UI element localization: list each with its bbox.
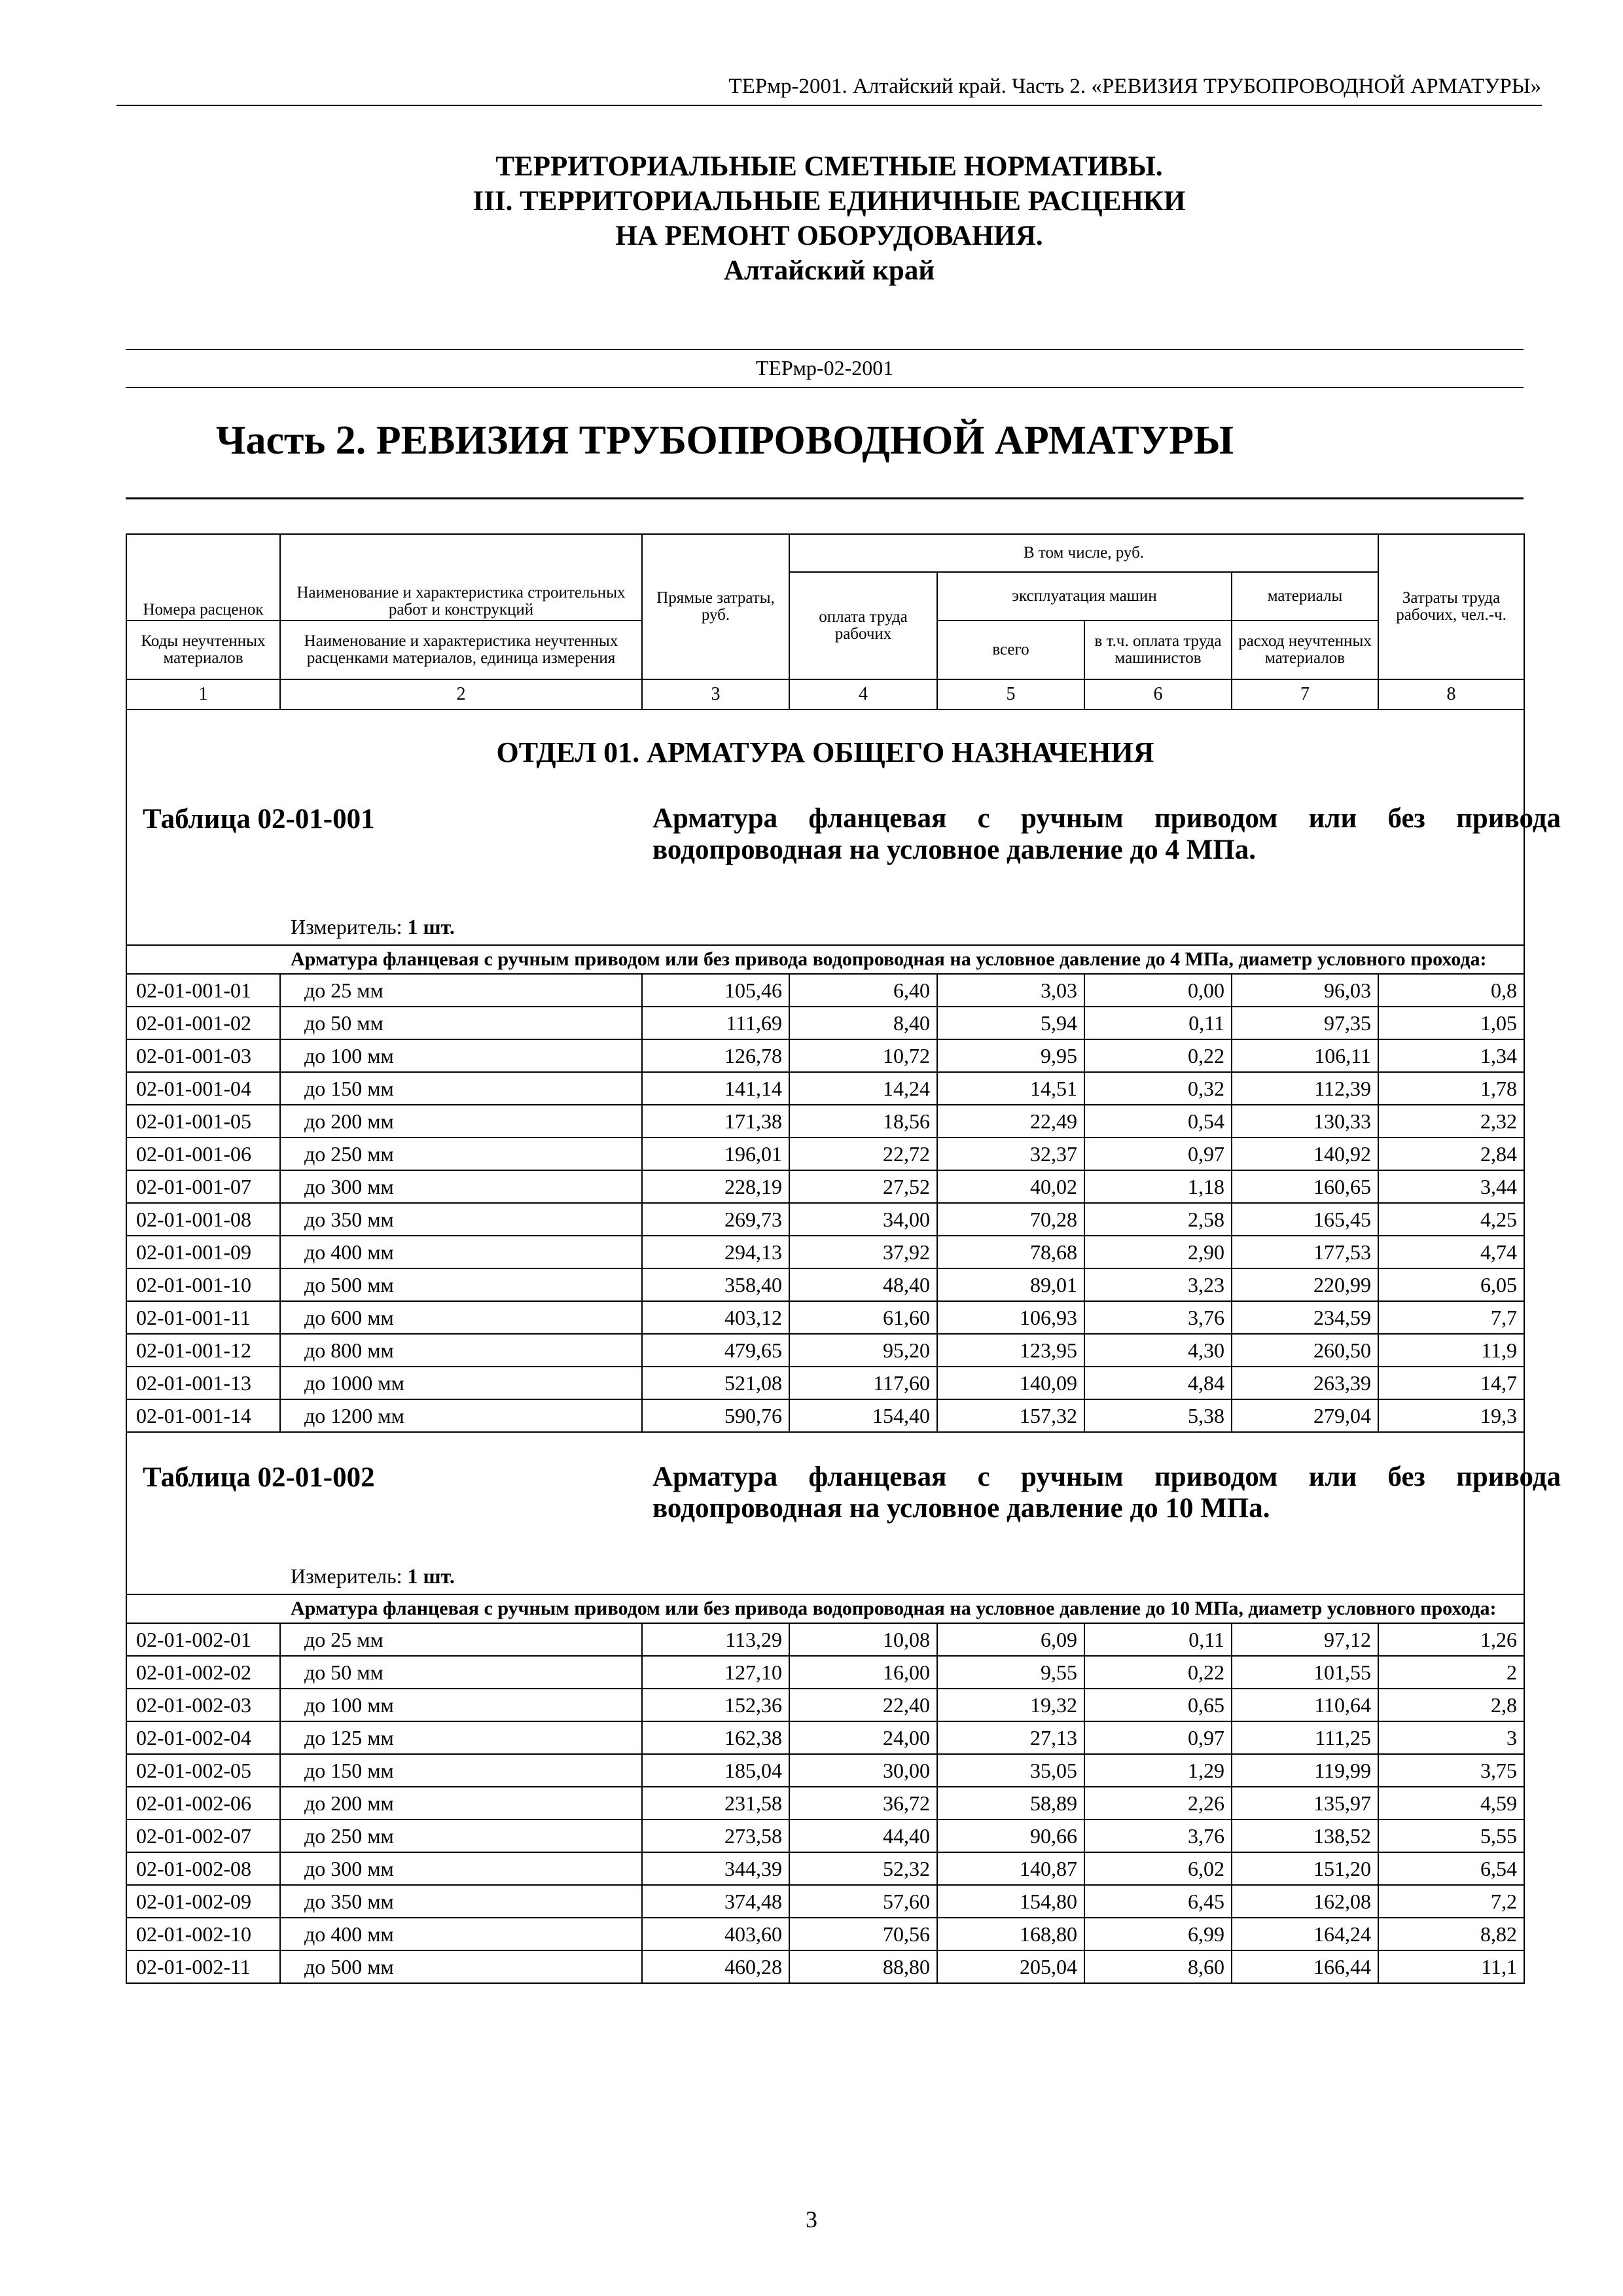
materials-cost: 135,97: [1232, 1787, 1378, 1820]
labor-costs: 11,9: [1378, 1334, 1524, 1367]
worker-pay: 30,00: [789, 1754, 937, 1787]
page-number: 3: [806, 2206, 817, 2233]
machinist-pay: 0,54: [1084, 1105, 1232, 1138]
machinist-pay: 0,32: [1084, 1072, 1232, 1105]
table-row: [126, 1754, 1524, 1787]
rate-code: 02-01-001-08: [126, 1203, 280, 1236]
machine-total: 40,02: [937, 1170, 1084, 1203]
materials-cost: 234,59: [1232, 1301, 1378, 1334]
machine-total: 168,80: [937, 1918, 1084, 1950]
materials-cost: 140,92: [1232, 1138, 1378, 1170]
table-measure: [291, 1564, 455, 1588]
rate-code: 02-01-001-03: [126, 1039, 280, 1072]
table-row: [126, 1656, 1524, 1689]
table-row: [126, 1918, 1524, 1950]
running-header: ТЕРмр-2001. Алтайский край. Часть 2. «РЕВИЗИЯ ТРУБОПРОВОДНОЙ АРМАТУРЫ»: [728, 75, 1541, 98]
machinist-pay: 0,11: [1084, 1623, 1232, 1656]
labor-costs: 3,75: [1378, 1754, 1524, 1787]
direct-costs: 152,36: [642, 1689, 789, 1721]
machine-total: 14,51: [937, 1072, 1084, 1105]
rate-code: 02-01-002-07: [126, 1820, 280, 1852]
group-title: Арматура фланцевая с ручным приводом или без привода водопроводная на условное давление до 10 МПа, диаметр условного прохода:: [126, 1594, 1524, 1623]
labor-costs: 4,25: [1378, 1203, 1524, 1236]
machinist-pay: 1,29: [1084, 1754, 1232, 1787]
direct-costs: 460,28: [642, 1950, 789, 1983]
machine-total: 78,68: [937, 1236, 1084, 1268]
rate-code: 02-01-002-01: [126, 1623, 280, 1656]
machinist-pay: 3,76: [1084, 1820, 1232, 1852]
rate-name: до 50 мм: [280, 1007, 642, 1039]
labor-costs: 8,82: [1378, 1918, 1524, 1950]
title-line: III. ТЕРРИТОРИАЛЬНЫЕ ЕДИНИЧНЫЕ РАСЦЕНКИ: [473, 186, 1186, 217]
header-machine-operation: эксплуатация машин: [937, 572, 1232, 620]
rate-code: 02-01-002-06: [126, 1787, 280, 1820]
measure-label: Измеритель:: [291, 915, 402, 939]
table-row: [126, 1721, 1524, 1754]
rate-name: до 1000 мм: [280, 1367, 642, 1399]
machinist-pay: 0,00: [1084, 974, 1232, 1007]
table-label: Таблица 02-01-002: [143, 1462, 375, 1493]
header-material-name: Наименование и характеристика неучтенных расценками материалов, единица измерения: [280, 620, 642, 679]
labor-costs: 2,32: [1378, 1105, 1524, 1138]
table-row: [126, 1334, 1524, 1367]
rate-name: до 600 мм: [280, 1301, 642, 1334]
table-title-row: [126, 1432, 1524, 1594]
worker-pay: 37,92: [789, 1236, 937, 1268]
labor-costs: 19,3: [1378, 1399, 1524, 1432]
direct-costs: 113,29: [642, 1623, 789, 1656]
header-including: В том числе, руб.: [789, 534, 1378, 572]
rate-code: 02-01-001-09: [126, 1236, 280, 1268]
materials-cost: 138,52: [1232, 1820, 1378, 1852]
worker-pay: 22,40: [789, 1689, 937, 1721]
rate-name: до 100 мм: [280, 1039, 642, 1072]
materials-cost: 106,11: [1232, 1039, 1378, 1072]
worker-pay: 61,60: [789, 1301, 937, 1334]
rate-name: до 250 мм: [280, 1820, 642, 1852]
machine-total: 205,04: [937, 1950, 1084, 1983]
worker-pay: 88,80: [789, 1950, 937, 1983]
rate-code: 02-01-001-11: [126, 1301, 280, 1334]
table-row: [126, 1301, 1524, 1334]
labor-costs: 6,05: [1378, 1268, 1524, 1301]
direct-costs: 126,78: [642, 1039, 789, 1072]
column-number: 8: [1378, 679, 1524, 709]
direct-costs: 127,10: [642, 1656, 789, 1689]
materials-cost: 110,64: [1232, 1689, 1378, 1721]
table-title-block: [127, 770, 1561, 944]
table-row: [126, 1623, 1524, 1656]
direct-costs: 521,08: [642, 1367, 789, 1399]
worker-pay: 18,56: [789, 1105, 937, 1138]
machine-total: 9,95: [937, 1039, 1084, 1072]
machine-total: 140,09: [937, 1367, 1084, 1399]
machine-total: 140,87: [937, 1852, 1084, 1885]
rate-code: 02-01-001-01: [126, 974, 280, 1007]
part-rule: [126, 497, 1524, 499]
machinist-pay: 1,18: [1084, 1170, 1232, 1203]
rate-name: до 500 мм: [280, 1268, 642, 1301]
rate-code: 02-01-002-09: [126, 1885, 280, 1918]
machinist-pay: 2,26: [1084, 1787, 1232, 1820]
direct-costs: 479,65: [642, 1334, 789, 1367]
table-row: [126, 1039, 1524, 1072]
direct-costs: 196,01: [642, 1138, 789, 1170]
labor-costs: 11,1: [1378, 1950, 1524, 1983]
direct-costs: 590,76: [642, 1399, 789, 1432]
rate-name: до 125 мм: [280, 1721, 642, 1754]
materials-cost: 220,99: [1232, 1268, 1378, 1301]
machinist-pay: 0,22: [1084, 1039, 1232, 1072]
group-title-row: [126, 1594, 1524, 1623]
worker-pay: 10,08: [789, 1623, 937, 1656]
worker-pay: 52,32: [789, 1852, 937, 1885]
machinist-pay: 6,45: [1084, 1885, 1232, 1918]
rate-name: до 50 мм: [280, 1656, 642, 1689]
labor-costs: 2: [1378, 1656, 1524, 1689]
machinist-pay: 5,38: [1084, 1399, 1232, 1432]
materials-cost: 160,65: [1232, 1170, 1378, 1203]
labor-costs: 4,59: [1378, 1787, 1524, 1820]
materials-cost: 279,04: [1232, 1399, 1378, 1432]
group-title: Арматура фланцевая с ручным приводом или без привода водопроводная на условное давление до 4 МПа, диаметр условного прохода:: [126, 945, 1524, 974]
rate-code: 02-01-001-14: [126, 1399, 280, 1432]
rate-code: 02-01-002-04: [126, 1721, 280, 1754]
rate-name: до 350 мм: [280, 1203, 642, 1236]
rate-code: 02-01-001-05: [126, 1105, 280, 1138]
direct-costs: 374,48: [642, 1885, 789, 1918]
doc-code: ТЕРмр-02-2001: [755, 356, 894, 380]
labor-costs: 3,44: [1378, 1170, 1524, 1203]
header-direct-costs: Прямые затраты, руб.: [642, 534, 789, 679]
materials-cost: 164,24: [1232, 1918, 1378, 1950]
worker-pay: 14,24: [789, 1072, 937, 1105]
materials-cost: 119,99: [1232, 1754, 1378, 1787]
rate-name: до 1200 мм: [280, 1399, 642, 1432]
labor-costs: 2,84: [1378, 1138, 1524, 1170]
labor-costs: 1,34: [1378, 1039, 1524, 1072]
labor-costs: 1,26: [1378, 1623, 1524, 1656]
table-description: Арматура фланцевая с ручным приводом или без привода водопроводная на условное давление до 10 МПа.: [652, 1462, 1561, 1524]
column-number-row: [126, 679, 1524, 709]
header-total: всего: [937, 620, 1084, 679]
measure-value: 1 шт.: [407, 915, 455, 939]
labor-costs: 4,74: [1378, 1236, 1524, 1268]
section-row: [126, 709, 1524, 770]
table-row: [126, 1236, 1524, 1268]
header-work-name: Наименование и характеристика строительных работ и конструкций: [280, 534, 642, 620]
labor-costs: 14,7: [1378, 1367, 1524, 1399]
rate-code: 02-01-002-02: [126, 1656, 280, 1689]
table-row: [126, 1072, 1524, 1105]
column-number: 7: [1232, 679, 1378, 709]
table-row: [126, 1689, 1524, 1721]
title-line: ТЕРРИТОРИАЛЬНЫЕ СМЕТНЫЕ НОРМАТИВЫ.: [495, 151, 1163, 182]
table-label: Таблица 02-01-001: [143, 804, 375, 834]
worker-pay: 48,40: [789, 1268, 937, 1301]
machine-total: 32,37: [937, 1138, 1084, 1170]
machinist-pay: 8,60: [1084, 1950, 1232, 1983]
direct-costs: 344,39: [642, 1852, 789, 1885]
table-row: [126, 1399, 1524, 1432]
table-row: [126, 1885, 1524, 1918]
rate-name: до 150 мм: [280, 1754, 642, 1787]
direct-costs: 162,38: [642, 1721, 789, 1754]
machinist-pay: 6,02: [1084, 1852, 1232, 1885]
rate-name: до 25 мм: [280, 1623, 642, 1656]
rate-name: до 400 мм: [280, 1236, 642, 1268]
direct-costs: 403,60: [642, 1918, 789, 1950]
machinist-pay: 2,58: [1084, 1203, 1232, 1236]
rate-name: до 200 мм: [280, 1105, 642, 1138]
direct-costs: 111,69: [642, 1007, 789, 1039]
rate-name: до 200 мм: [280, 1787, 642, 1820]
labor-costs: 5,55: [1378, 1820, 1524, 1852]
materials-cost: 97,12: [1232, 1623, 1378, 1656]
machine-total: 58,89: [937, 1787, 1084, 1820]
rate-code: 02-01-001-06: [126, 1138, 280, 1170]
title-line: Алтайский край: [723, 255, 935, 286]
worker-pay: 10,72: [789, 1039, 937, 1072]
direct-costs: 273,58: [642, 1820, 789, 1852]
machinist-pay: 0,97: [1084, 1721, 1232, 1754]
machine-total: 22,49: [937, 1105, 1084, 1138]
rate-code: 02-01-002-08: [126, 1852, 280, 1885]
part-title: Часть 2. РЕВИЗИЯ ТРУБОПРОВОДНОЙ АРМАТУРЫ: [216, 418, 1234, 463]
rate-name: до 800 мм: [280, 1334, 642, 1367]
worker-pay: 27,52: [789, 1170, 937, 1203]
machinist-pay: 4,30: [1084, 1334, 1232, 1367]
header-rate-numbers: Номера расценок: [126, 534, 280, 620]
table-row: [126, 1367, 1524, 1399]
rate-code: 02-01-002-10: [126, 1918, 280, 1950]
machine-total: 35,05: [937, 1754, 1084, 1787]
worker-pay: 154,40: [789, 1399, 937, 1432]
labor-costs: 2,8: [1378, 1689, 1524, 1721]
machine-total: 106,93: [937, 1301, 1084, 1334]
machine-total: 123,95: [937, 1334, 1084, 1367]
rate-name: до 300 мм: [280, 1170, 642, 1203]
worker-pay: 70,56: [789, 1918, 937, 1950]
table-title-cell: [126, 770, 1561, 945]
rate-code: 02-01-002-03: [126, 1689, 280, 1721]
table-row: [126, 974, 1524, 1007]
table-title-row: [126, 770, 1524, 945]
header-labor-costs: Затраты труда рабочих, чел.-ч.: [1378, 534, 1524, 679]
direct-costs: 231,58: [642, 1787, 789, 1820]
doc-code-band: [126, 349, 1524, 388]
machinist-pay: 3,76: [1084, 1301, 1232, 1334]
machinist-pay: 6,99: [1084, 1918, 1232, 1950]
direct-costs: 171,38: [642, 1105, 789, 1138]
machinist-pay: 3,23: [1084, 1268, 1232, 1301]
worker-pay: 6,40: [789, 974, 937, 1007]
rate-name: до 300 мм: [280, 1852, 642, 1885]
rate-code: 02-01-001-13: [126, 1367, 280, 1399]
rates-table: [126, 533, 1561, 1984]
materials-cost: 111,25: [1232, 1721, 1378, 1754]
worker-pay: 16,00: [789, 1656, 937, 1689]
table-measure: [291, 914, 455, 939]
machine-total: 5,94: [937, 1007, 1084, 1039]
materials-cost: 101,55: [1232, 1656, 1378, 1689]
table-title-cell: [126, 1432, 1561, 1594]
rate-code: 02-01-002-11: [126, 1950, 280, 1983]
rate-name: до 25 мм: [280, 974, 642, 1007]
worker-pay: 117,60: [789, 1367, 937, 1399]
column-number: 5: [937, 679, 1084, 709]
machinist-pay: 0,65: [1084, 1689, 1232, 1721]
measure-value: 1 шт.: [407, 1564, 455, 1588]
materials-cost: 177,53: [1232, 1236, 1378, 1268]
materials-cost: 151,20: [1232, 1852, 1378, 1885]
machine-total: 90,66: [937, 1820, 1084, 1852]
header-materials: материалы: [1232, 572, 1378, 620]
direct-costs: 105,46: [642, 974, 789, 1007]
rate-name: до 100 мм: [280, 1689, 642, 1721]
rate-name: до 350 мм: [280, 1885, 642, 1918]
column-number: 1: [126, 679, 280, 709]
worker-pay: 24,00: [789, 1721, 937, 1754]
rate-code: 02-01-001-02: [126, 1007, 280, 1039]
direct-costs: 403,12: [642, 1301, 789, 1334]
header-machinist-pay: в т.ч. оплата труда машинистов: [1084, 620, 1232, 679]
materials-cost: 263,39: [1232, 1367, 1378, 1399]
materials-cost: 166,44: [1232, 1950, 1378, 1983]
materials-cost: 96,03: [1232, 974, 1378, 1007]
machine-total: 154,80: [937, 1885, 1084, 1918]
rate-name: до 500 мм: [280, 1950, 642, 1983]
machinist-pay: 0,11: [1084, 1007, 1232, 1039]
worker-pay: 36,72: [789, 1787, 937, 1820]
rate-code: 02-01-002-05: [126, 1754, 280, 1787]
machine-total: 19,32: [937, 1689, 1084, 1721]
column-number: 6: [1084, 679, 1232, 709]
rate-code: 02-01-001-10: [126, 1268, 280, 1301]
labor-costs: 7,2: [1378, 1885, 1524, 1918]
table-row: [126, 1138, 1524, 1170]
machinist-pay: 0,97: [1084, 1138, 1232, 1170]
rate-name: до 150 мм: [280, 1072, 642, 1105]
section-cell: [126, 709, 1524, 770]
table-row: [126, 1170, 1524, 1203]
title-line: НА РЕМОНТ ОБОРУДОВАНИЯ.: [615, 221, 1043, 251]
rate-code: 02-01-001-04: [126, 1072, 280, 1105]
header-material-codes: Коды неучтенных материалов: [126, 620, 280, 679]
materials-cost: 165,45: [1232, 1203, 1378, 1236]
materials-cost: 112,39: [1232, 1072, 1378, 1105]
materials-cost: 162,08: [1232, 1885, 1378, 1918]
rate-name: до 400 мм: [280, 1918, 642, 1950]
column-number: 4: [789, 679, 937, 709]
direct-costs: 141,14: [642, 1072, 789, 1105]
direct-costs: 294,13: [642, 1236, 789, 1268]
machine-total: 6,09: [937, 1623, 1084, 1656]
worker-pay: 8,40: [789, 1007, 937, 1039]
machine-total: 157,32: [937, 1399, 1084, 1432]
group-title-row: [126, 945, 1524, 974]
labor-costs: 7,7: [1378, 1301, 1524, 1334]
table-title-block: [127, 1433, 1561, 1594]
direct-costs: 269,73: [642, 1203, 789, 1236]
table-row: [126, 1268, 1524, 1301]
worker-pay: 57,60: [789, 1885, 937, 1918]
rate-name: до 250 мм: [280, 1138, 642, 1170]
worker-pay: 22,72: [789, 1138, 937, 1170]
section-title: ОТДЕЛ 01. АРМАТУРА ОБЩЕГО НАЗНАЧЕНИЯ: [496, 736, 1154, 768]
rate-code: 02-01-001-12: [126, 1334, 280, 1367]
table-row: [126, 1787, 1524, 1820]
table-row: [126, 1105, 1524, 1138]
direct-costs: 228,19: [642, 1170, 789, 1203]
labor-costs: 1,78: [1378, 1072, 1524, 1105]
machine-total: 89,01: [937, 1268, 1084, 1301]
labor-costs: 1,05: [1378, 1007, 1524, 1039]
machine-total: 9,55: [937, 1656, 1084, 1689]
table-row: [126, 1007, 1524, 1039]
worker-pay: 44,40: [789, 1820, 937, 1852]
header-unaccounted-materials: расход неучтенных материалов: [1232, 620, 1378, 679]
measure-label: Измеритель:: [291, 1564, 402, 1588]
machinist-pay: 0,22: [1084, 1656, 1232, 1689]
column-number: 2: [280, 679, 642, 709]
table-row: [126, 1820, 1524, 1852]
labor-costs: 0,8: [1378, 974, 1524, 1007]
worker-pay: 95,20: [789, 1334, 937, 1367]
rate-code: 02-01-001-07: [126, 1170, 280, 1203]
table-row: [126, 1203, 1524, 1236]
worker-pay: 34,00: [789, 1203, 937, 1236]
labor-costs: 3: [1378, 1721, 1524, 1754]
machine-total: 27,13: [937, 1721, 1084, 1754]
column-number: 3: [642, 679, 789, 709]
direct-costs: 185,04: [642, 1754, 789, 1787]
machinist-pay: 2,90: [1084, 1236, 1232, 1268]
table-description: Арматура фланцевая с ручным приводом или без привода водопроводная на условное давление до 4 МПа.: [652, 803, 1561, 865]
machine-total: 3,03: [937, 974, 1084, 1007]
direct-costs: 358,40: [642, 1268, 789, 1301]
header-rule: [116, 105, 1542, 106]
machinist-pay: 4,84: [1084, 1367, 1232, 1399]
materials-cost: 130,33: [1232, 1105, 1378, 1138]
materials-cost: 260,50: [1232, 1334, 1378, 1367]
document-title: [116, 149, 1542, 288]
machine-total: 70,28: [937, 1203, 1084, 1236]
materials-cost: 97,35: [1232, 1007, 1378, 1039]
header-worker-pay: оплата труда рабочих: [789, 572, 937, 679]
table-row: [126, 1950, 1524, 1983]
labor-costs: 6,54: [1378, 1852, 1524, 1885]
table-row: [126, 1852, 1524, 1885]
